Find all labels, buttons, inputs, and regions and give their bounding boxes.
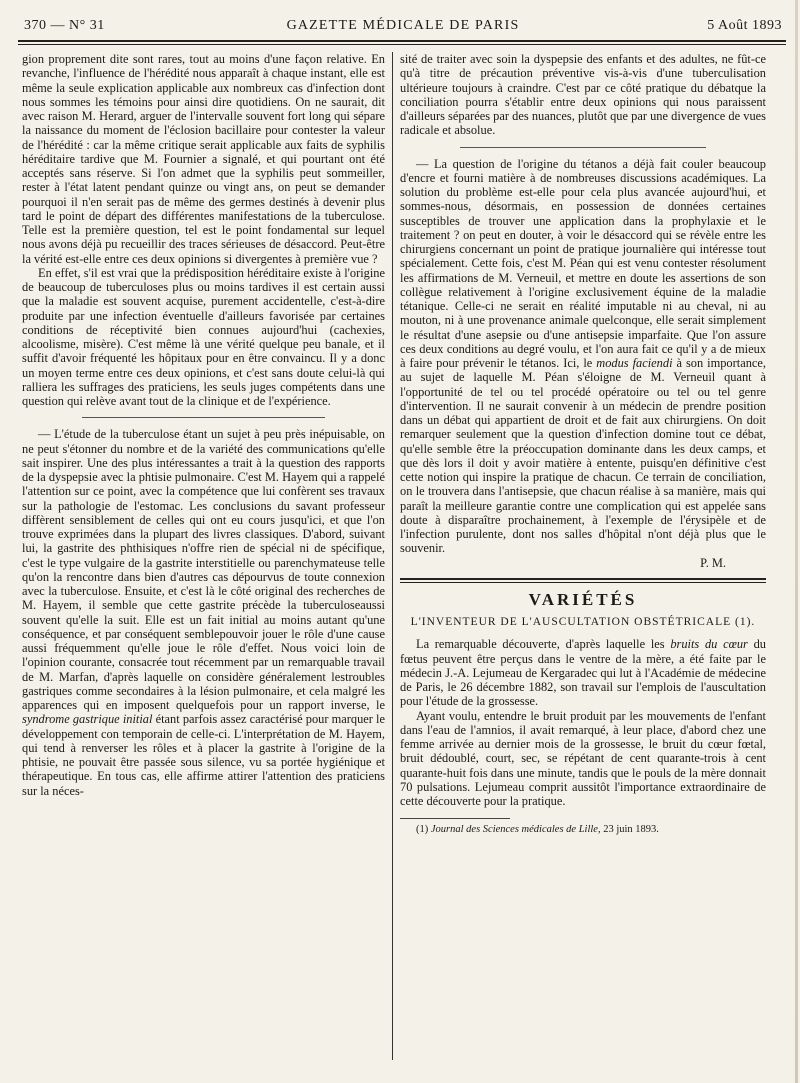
header-rule: [18, 40, 786, 45]
page-header: [24, 18, 782, 40]
paragraph: — La question de l'origine du tétanos a déjà fait couler beaucoup d'encre et fourni matière à de nombreuses discussions académiques. La solution du problème est-elle pour cela plus avancée aujourd'hui, et sommes-nous, désormais, en possession de données certaines susceptibles de trouver une application dans la prophylaxie et le traitement ? on peut en douter, à voir le désaccord qui se révèle entre les chirurgiens concernant un point de pratique journalière qui intéresse tout spécialement. Cette fois, c'est M. Péan qui est venu contester résolument les affirmations de M. Verneuil, et mettre en doute les assertions de son collègue relativement à l'origine exclusivement équine de la maladie tétanique. Celle-ci ne serait en réalité imputable ni au cheval, ni au mouton, ni à une provenance animale quelconque, elle serait simplement le résultat d'une asepsie ou d'une antisepsie imparfaite. Que l'on assure ces deux conditions au degré voulu, et l'on aura fait ce qu'il y a de mieux à faire pour prévenir le tétanos. Ici, le modus faciendi à son importance, au sujet de laquelle M. Péan s'éloigne de M. Verneuil quant à l'opportunité de tel ou tel procédé opératoire ou tel ou tel genre d'intervention. Il ne saurait convenir à un médecin de prendre position dans un débat qui appartient de droit et de fait aux chirurgiens. On doit remarquer seulement que la question d'infection domine tout ce débat, qu'elle semble être la préoccupation dominante dans les deux camps, et que dès lors il doit y avoir matière à entente, puisqu'en définitive c'est cette notion qui inspire la pratique de chacun. Ce terrain de conciliation, on le trouvera dans l'antisepsie, que chacun réalise à sa manière, mais qui paraît la meilleure garantie contre une complication qui est appelée sans doute à disparaître prochainement, à l'exemple de l'érysipèle et de l'infection purulente, dont nos salles d'hôpital n'ont déjà plus que le souvenir.: [400, 156, 766, 556]
paragraph: sité de traiter avec soin la dyspepsie des enfants et des adultes, ne fût-ce qu'à titre de précaution préventive vis-à-vis d'une tuberculisation ultérieure toujours à craindre. C'est par ce côté pratique du débatque la conciliation pourra s'établir entre deux opinions qui nous paraissent d'ailleurs séparées par des nuances, plutôt que par une divergence de vues radicale et absolue.: [400, 52, 766, 138]
column-divider: [392, 52, 393, 1060]
footnote: (1) Journal des Sciences médicales de Lille, 23 juin 1893.: [416, 824, 659, 836]
page-edge: [795, 0, 798, 1083]
issue-date: 5 Août 1893: [707, 18, 782, 33]
paragraph: gion proprement dite sont rares, tout au moins d'une façon relative. En revanche, l'influence de l'hérédité nous apparaît à chaque instant, elle est même la seule explication applicable aux nombreux cas d'infection dont nous sommes les témoins pour ainsi dire quotidiens. On ne saurait, dit avec raison M. Herard, arguer de l'intervalle souvent fort long qui sépare la naissance du moment de l'éclosion bacillaire pour contester la valeur de l'hérédité : car la même critique serait applicable aux faits de syphilis héréditaire tardive que M. Fournier a signalé, et qui pourtant ont été acceptés sans réserve. Si l'on admet que la syphilis peut sommeiller, rester à l'état latent pendant quinze ou vingt ans, on peut se demander pourquoi il n'en serait pas de même des germes destinés à devenir plus tard le point de départ des différentes manifestations de la tuberculose. Telle est la première question, tel est le point fondamental sur lequel nous avons déjà pu recueillir des traces sérieuses de désaccord. Peut-être la vérité est-elle entre ces deux opinions si divergentes à première vue ?: [22, 52, 385, 266]
section-rule: [400, 578, 766, 583]
paragraph: En effet, s'il est vrai que la prédisposition héréditaire existe à l'origine de beaucoup de tuberculoses plus ou moins tardives il est certain aussi que la maladie est souvent acquise, purement accidentelle, c'est-à-dire produite par une infection éventuelle d'ailleurs favorisée par certaines conditions de réceptivité bien connues aujourd'hui (cachexies, alcoolisme, misère). C'est même là une vérité quelque peu banale, et il suffit d'avoir fréquenté les hôpitaux pour en être convaincu. Il y a donc un moyen terme entre ces deux opinions, et c'est sans doute celui-là qui ralliera les suffrages des praticiens, les seuls juges compétents dans une question qui relève avant tout de la clinique et de l'expérience.: [22, 265, 385, 408]
author-signature: P. M.: [700, 555, 726, 570]
section-separator: [460, 147, 706, 148]
journal-title: GAZETTE MÉDICALE DE PARIS: [286, 18, 520, 33]
section-separator: [82, 417, 325, 418]
paragraph: La remarquable découverte, d'après laquelle les bruits du cœur du fœtus peuvent être perçus dans le ventre de la mère, a été faite par le médecin J.-A. Lejumeau de Kergaradec qui lut à l'Académie de médecine de Paris, le 26 décembre 1882, son travail sur l'emplois de l'auscultation pour l'étude de la grossesse.: [400, 637, 766, 709]
article-subtitle: L'INVENTEUR DE L'AUSCULTATION OBSTÉTRICALE (1).: [410, 616, 756, 628]
right-column: [400, 52, 766, 836]
section-title: VARIÉTÉS: [528, 589, 638, 609]
page-number: 370 — N° 31: [24, 18, 105, 33]
left-column: [22, 52, 385, 798]
paragraph: — L'étude de la tuberculose étant un sujet à peu près inépuisable, on ne peut s'étonner du nombre et de la variété des communications qu'elle sait inspirer. Une des plus intéressantes a trait à la question des rapports de la dyspepsie avec la phtisie pulmonaire. C'est M. Hayem qui a rappelé l'attention sur ce point, avec la compétence que lui confèrent ses travaux sur la pathologie de l'estomac. Les conclusions du savant professeur diffèrent sensiblement de celles qui ont eu cours jusqu'ici, et que l'on trouve exprimées dans la plupart des livres classiques. D'abord, suivant lui, la gastrite des phthisiques n'offre rien de spécial ni de spécifique, c'est le type vulgaire de la gastrite interstitielle ou parenchymateuse telle qu'on la rencontre dans bien d'autres cas dépourvus de toute connexion avec la tuberculose. Ensuite, et c'est là le côté original des recherches de M. Hayem, il semble que cette gastrite précède la tuberculoseaussi souvent qu'elle la suit. Elle est un fait initial au moins autant qu'une conséquence, et par conséquent semblepouvoir jouer le rôle d'une cause aussi fréquemment qu'elle joue le rôle d'effet. Nous voici loin de l'opinion courante, consacrée tout récemment par un remarquable travail de M. Marfan, d'après laquelle on considère généralement lestroubles gastriques comme secondaires à la lésion pulmonaire, et cela malgré les apparences qui en imposent quelquefois pour un rapport inverse, le syndrome gastrique initial étant parfois assez caractérisé pour marquer le développement con temporain de celle-ci. L'interprétation de M. Hayem, qui tend à renverser les rôles et à placer la gastrite à l'origine de la phtisie, ne pouvait être passée sous silence, vu sa portée hygiénique et thérapeutique. En tous cas, elle affirme attirer l'attention des praticiens sur la néces-: [22, 427, 385, 798]
paragraph: Ayant voulu, entendre le bruit produit par les mouvements de l'enfant dans l'eau de l'amnios, il avait remarqué, à leur place, d'abord chez une femme arrivée au dernier mois de la grossesse, le bruit du cœur fœtal, bruit dédoublé, court, sec, se répétant de cent quarante-trois à cent quarante-huit fois dans une minute, tandis que le pouls de la mère donnait 70 pulsations. Lejumeau comprit aussitôt l'importance extraordinaire de cette découverte pour la pratique.: [400, 708, 766, 808]
footnote-rule: [400, 818, 510, 819]
